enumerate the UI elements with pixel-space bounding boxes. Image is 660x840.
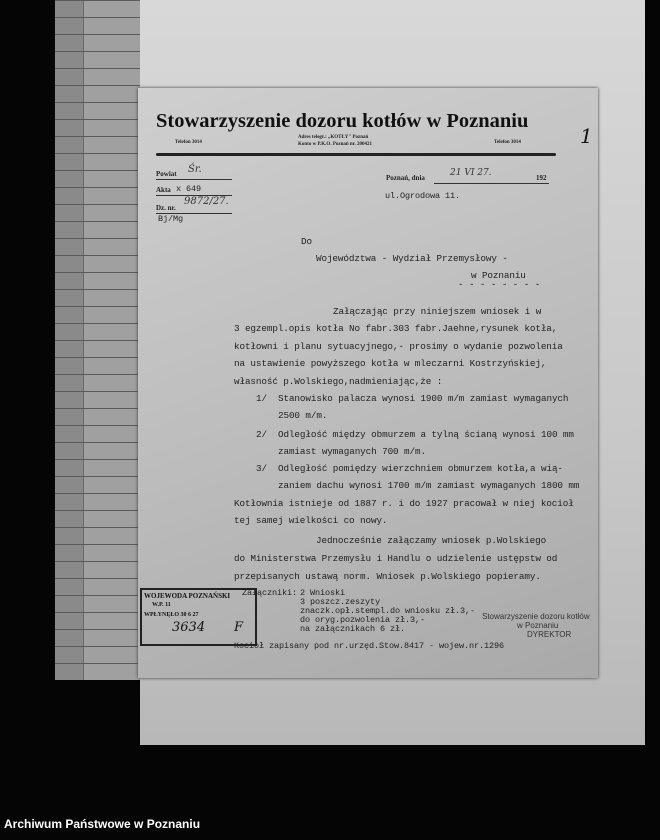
closing-line: Kocioł zapisany pod nr.urzęd.Stow.8417 - wojew.nr.1296	[234, 641, 505, 651]
stamp-text: DYREKTOR	[527, 630, 572, 639]
item-line: Odległość pomiędzy wierzchniem obmurzem kotła,a wią-	[278, 463, 563, 474]
date-label: Poznań, dnia	[386, 174, 425, 182]
item-line: zaniem dachu wynosi 1700 m/m zamiast wymaganych 1800 mm	[278, 480, 580, 491]
recipient-city: w Poznaniu	[471, 270, 526, 281]
powiat-label: Powiat	[156, 170, 177, 178]
item-line: Odległość między obmurzem a tylną ścianą wynosi 100 mm	[278, 429, 574, 440]
stamp-text: WOJEWODA POZNAŃSKI	[144, 592, 231, 600]
recipient-office: Województwa - Wydział Przemysłowy -	[316, 253, 508, 264]
attachment-line: znaczk.opł.stempl.do wniosku zł.3,-	[300, 606, 476, 616]
item-line: Stanowisko palacza wynosi 1900 m/m zamiast wymaganych	[278, 393, 569, 404]
phone-right: Telefon 3014	[494, 140, 521, 145]
recipient-to: Do	[301, 236, 312, 247]
body-line: tej samej wielkości co nowy.	[234, 515, 388, 526]
body-line: do Ministerstwa Przemysłu i Handlu o udzielenie ustępstw od	[234, 553, 558, 564]
letterhead-rule	[156, 153, 556, 156]
binder-pages	[55, 0, 141, 680]
phone-left: Telefon 3014	[175, 140, 202, 145]
item-line: 2500 m/m.	[278, 410, 328, 421]
item-number: 2/	[256, 429, 267, 440]
akta-label: Akta	[156, 186, 171, 194]
body-line: własność p.Wolskiego,nadmieniając,że :	[234, 376, 443, 387]
body-line: Jednocześnie załączamy wniosek p.Wolskiego	[316, 535, 547, 546]
attachment-line: na załącznikach 6 zł.	[300, 624, 406, 634]
dz-value: 9872/27.	[184, 196, 229, 207]
attachment-line: 2 Wnioski	[300, 588, 346, 598]
date-value: 21 VI 27.	[450, 168, 492, 178]
dz-label: Dz. nr.	[156, 204, 176, 212]
body-line: Kotłownia istnieje od 1887 r. i do 1927 pracował w niej kocioł	[234, 498, 574, 509]
body-line: Załączając przy niniejszem wniosek i w	[333, 306, 542, 317]
office-received-stamp	[140, 588, 257, 646]
stamp-text: WPŁYNĘŁO 30 6 27	[144, 612, 199, 618]
sender-address: ul.Ogrodowa 11.	[385, 191, 461, 201]
item-number: 1/	[256, 393, 267, 404]
body-line: przepisanych ustawą norm. Wniosek p.Wolskiego popieramy.	[234, 571, 541, 582]
page-number: 1	[580, 124, 593, 148]
letterhead-title: Stowarzyszenie dozoru kotłów w Poznaniu	[156, 110, 529, 132]
body-line: kotłowni i planu sytuacyjnego,- prosimy o wydanie pozwolenia	[234, 341, 563, 352]
archive-footer: Archiwum Państwowe w Poznaniu	[4, 817, 201, 831]
attachment-line: do oryg.pozwolenia zł.3,-	[300, 615, 426, 625]
powiat-value: Śr.	[188, 164, 202, 175]
item-number: 3/	[256, 463, 267, 474]
attachments-label: Załączniki:	[242, 588, 298, 598]
date-year: 192	[536, 174, 547, 182]
recipient-underline: - - - - - - - -	[458, 279, 541, 290]
stamp-letter: F	[234, 620, 244, 635]
telegraph-address: Adres telegr.: „KOTŁY" Poznań	[298, 135, 369, 140]
body-line: 3 egzempl.opis kotła No fabr.303 fabr.Jaehne,rysunek kotła,	[234, 323, 558, 334]
body-line: na ustawienie powyższego kotła w mleczarni Kostrzyńskiej,	[234, 358, 547, 369]
association-stamp	[482, 612, 590, 639]
stamp-number: 3634	[172, 620, 206, 635]
attachment-line: 3 poszcz.zeszyty	[300, 597, 381, 607]
stamp-text: W.P. 11	[152, 602, 171, 608]
item-line: zamiast wymaganych 700 m/m.	[278, 446, 426, 457]
initials: Bj/Mg	[158, 214, 184, 224]
akta-value: x 649	[176, 184, 202, 194]
stamp-text: w Poznaniu	[517, 621, 559, 630]
bank-account: Konto w P.K.O. Poznań nr. 200421	[298, 142, 372, 147]
stamp-text: Stowarzyszenie dozoru kotłów	[482, 612, 590, 621]
